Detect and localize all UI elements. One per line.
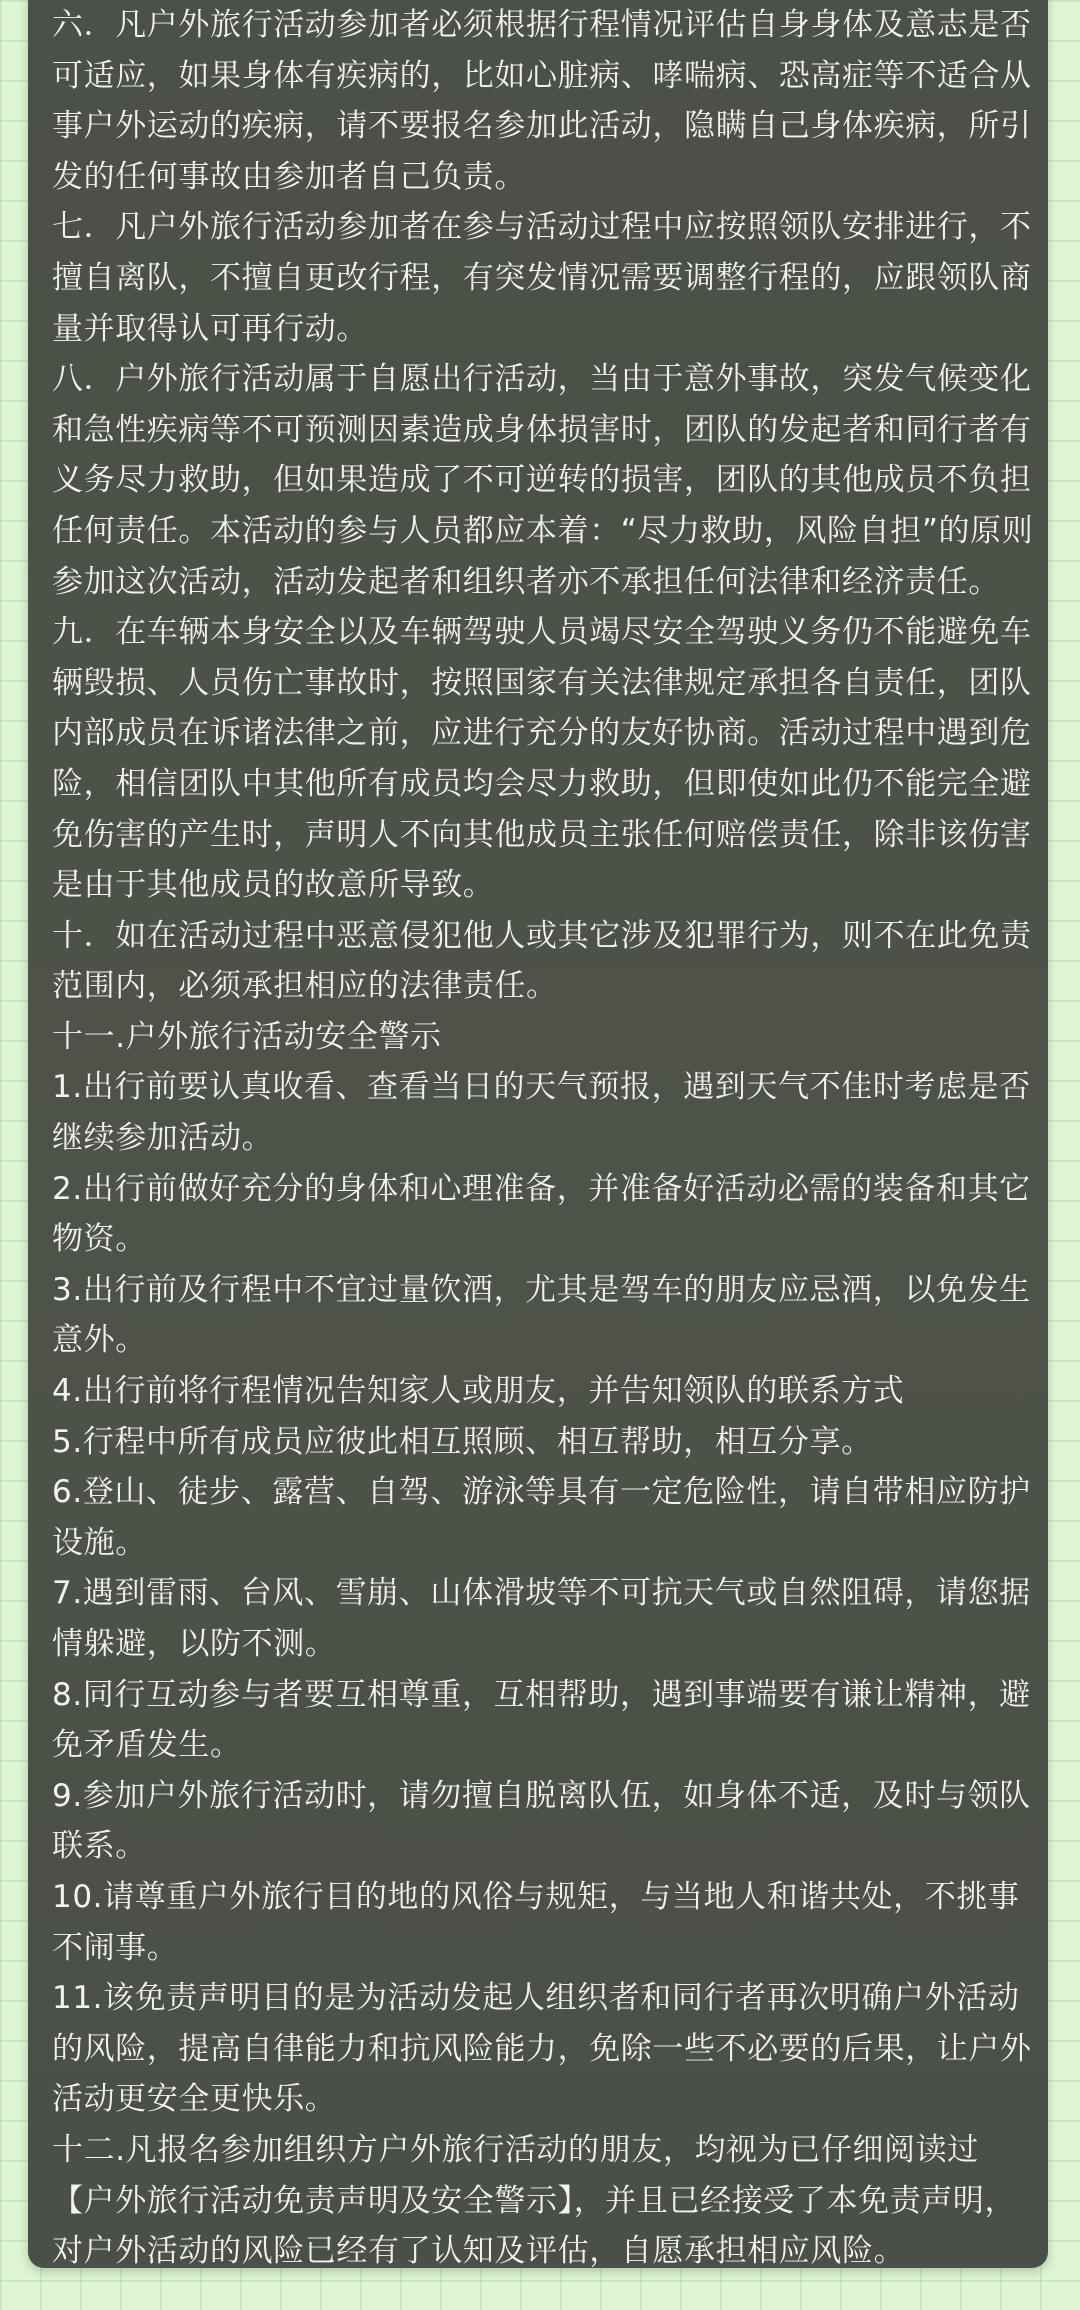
safety-item-3: 3.出行前及行程中不宜过量饮酒，尤其是驾车的朋友应忌酒，以免发生意外。 [52,1271,1031,1359]
clause-10: 十．如在活动过程中恶意侵犯他人或其它涉及犯罪行为，则不在此免责范围内，必须承担相应的法律责任。 [52,917,1032,1005]
safety-item-8: 8.同行互动参与者要互相尊重，互相帮助，遇到事端要有谦让精神，避免矛盾发生。 [52,1676,1031,1764]
safety-item-10: 10.请尊重户外旅行目的地的风俗与规矩，与当地人和谐共处，不挑事不闹事。 [52,1878,1020,1966]
safety-heading: 十一.户外旅行活动安全警示 [52,1018,442,1055]
safety-item-11: 11.该免责声明目的是为活动发起人组织者和同行者再次明确户外活动的风险，提高自律能力和抗风险能力，免除一些不必要的后果，让户外活动更安全更快乐。 [52,1980,1032,2118]
clause-6: 六．凡户外旅行活动参加者必须根据行程情况评估自身身体及意志是否可适应，如果身体有疾病的，比如心脏病、哮喘病、恐高症等不适合从事户外运动的疾病，请不要报名参加此活动，隐瞒自己身体疾病，所引发的任何事故由参加者自己负责。 [52,7,1032,195]
safety-item-5: 5.行程中所有成员应彼此相互照顾、相互帮助，相互分享。 [52,1423,873,1460]
safety-item-9: 9.参加户外旅行活动时，请勿擅自脱离队伍，如身体不适，及时与领队联系。 [52,1777,1031,1865]
safety-item-7: 7.遇到雷雨、台风、雪崩、山体滑坡等不可抗天气或自然阻碍，请您据情躲避，以防不测。 [52,1575,1031,1662]
safety-item-2: 2.出行前做好充分的身体和心理准备，并准备好活动必需的装备和其它物资。 [52,1170,1031,1258]
clause-9: 九．在车辆本身安全以及车辆驾驶人员竭尽安全驾驶义务仍不能避免车辆毁损、人员伤亡事故时，按照国家有关法律规定承担各自责任，团队内部成员在诉诸法律之前，应进行充分的友好协商。活动过程中遇到危险，相信团队中其他所有成员均会尽力救助，但即使如此仍不能完全避免伤害的产生时，声明人不向其他成员主张任何赔偿责任，除非该伤害是由于其他成员的故意所导致。 [52,614,1032,904]
safety-item-1: 1.出行前要认真收看、查看当日的天气预报，遇到天气不佳时考虑是否继续参加活动。 [52,1069,1031,1157]
clause-8: 八．户外旅行活动属于自愿出行活动，当由于意外事故，突发气候变化和急性疾病等不可预测因素造成身体损害时，团队的发起者和同行者有义务尽力救助，但如果造成了不可逆转的损害，团队的其他成员不负担任何责任。本活动的参与人员都应本着：“尽力救助，风险自担”的原则参加这次活动，活动发起者和组织者亦不承担任何法律和经济责任。 [52,361,1034,600]
safety-item-4: 4.出行前将行程情况告知家人或朋友，并告知领队的联系方式 [52,1373,905,1410]
clause-7: 七．凡户外旅行活动参加者在参与活动过程中应按照领队安排进行，不擅自离队，不擅自更改行程，有突发情况需要调整行程的，应跟领队商量并取得认可再行动。 [52,209,1032,347]
disclaimer-content [52,0,1037,2277]
clause-12: 十二.凡报名参加组织方户外旅行活动的朋友，均视为已仔细阅读过【户外旅行活动免责声明及安全警示】，并且已经接受了本免责声明，对户外活动的风险已经有了认知及评估，自愿承担相应风险。 [52,2131,1017,2270]
safety-item-6: 6.登山、徒步、露营、自驾、游泳等具有一定危险性，请自带相应防护设施。 [52,1474,1031,1561]
